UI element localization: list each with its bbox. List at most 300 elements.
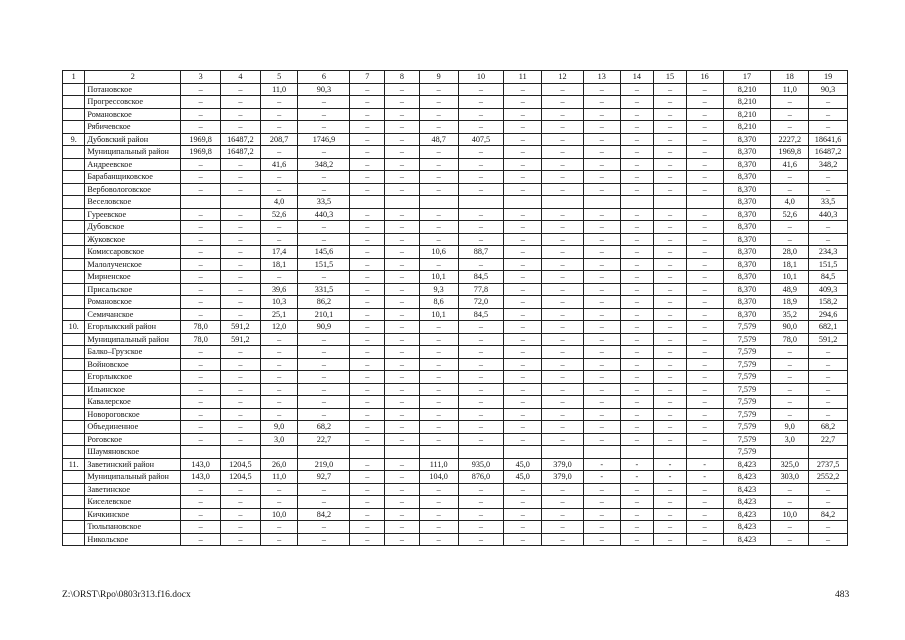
value-cell: 440,3: [809, 208, 848, 221]
value-cell: 379,0: [542, 471, 584, 484]
value-cell: –: [654, 521, 687, 534]
value-cell: –: [260, 146, 298, 159]
value-cell: –: [385, 183, 420, 196]
value-cell: 78,0: [181, 321, 221, 334]
value-cell: –: [181, 383, 221, 396]
value-cell: –: [620, 396, 654, 409]
value-cell: –: [809, 121, 848, 134]
value-cell: –: [504, 521, 542, 534]
value-cell: –: [221, 258, 261, 271]
value-cell: 16487,2: [221, 133, 261, 146]
value-cell: [458, 446, 504, 459]
value-cell: –: [419, 358, 458, 371]
value-cell: –: [221, 483, 261, 496]
value-cell: –: [221, 108, 261, 121]
column-number-cell: 4: [221, 71, 261, 84]
value-cell: –: [686, 421, 723, 434]
value-cell: –: [458, 483, 504, 496]
value-cell: 145,6: [298, 246, 350, 259]
row-index-cell: [63, 346, 85, 359]
value-cell: 7,579: [723, 371, 771, 384]
value-cell: 84,2: [809, 508, 848, 521]
value-cell: 104,0: [419, 471, 458, 484]
value-cell: 2552,2: [809, 471, 848, 484]
value-cell: –: [686, 96, 723, 109]
value-cell: 407,5: [458, 133, 504, 146]
value-cell: –: [583, 246, 620, 259]
value-cell: –: [350, 471, 385, 484]
value-cell: –: [686, 246, 723, 259]
value-cell: –: [350, 121, 385, 134]
row-index-cell: [63, 233, 85, 246]
table-row: [63, 121, 848, 134]
value-cell: –: [620, 408, 654, 421]
value-cell: –: [221, 221, 261, 234]
value-cell: –: [385, 458, 420, 471]
value-cell: –: [419, 371, 458, 384]
value-cell: [542, 446, 584, 459]
value-cell: –: [654, 271, 687, 284]
value-cell: –: [504, 421, 542, 434]
value-cell: 77,8: [458, 283, 504, 296]
value-cell: –: [583, 396, 620, 409]
table-row: [63, 383, 848, 396]
value-cell: –: [385, 396, 420, 409]
value-cell: –: [686, 221, 723, 234]
value-cell: –: [686, 271, 723, 284]
value-cell: –: [221, 158, 261, 171]
value-cell: 8,370: [723, 183, 771, 196]
value-cell: –: [260, 233, 298, 246]
row-index-cell: [63, 533, 85, 546]
value-cell: 8,423: [723, 521, 771, 534]
value-cell: 7,579: [723, 383, 771, 396]
value-cell: –: [298, 521, 350, 534]
value-cell: 7,579: [723, 433, 771, 446]
value-cell: –: [654, 296, 687, 309]
value-cell: –: [350, 133, 385, 146]
value-cell: –: [654, 158, 687, 171]
table-row: [63, 308, 848, 321]
value-cell: –: [583, 121, 620, 134]
page-number: 483: [835, 590, 850, 600]
row-index-cell: [63, 358, 85, 371]
value-cell: –: [504, 508, 542, 521]
value-cell: –: [181, 183, 221, 196]
value-cell: –: [809, 408, 848, 421]
value-cell: –: [458, 346, 504, 359]
value-cell: –: [654, 333, 687, 346]
value-cell: –: [620, 296, 654, 309]
value-cell: –: [504, 171, 542, 184]
value-cell: –: [458, 371, 504, 384]
column-number-cell: 11: [504, 71, 542, 84]
value-cell: –: [419, 96, 458, 109]
value-cell: 10,1: [771, 271, 809, 284]
value-cell: –: [542, 383, 584, 396]
value-cell: 84,5: [458, 271, 504, 284]
value-cell: –: [419, 146, 458, 159]
value-cell: –: [298, 271, 350, 284]
value-cell: –: [504, 83, 542, 96]
value-cell: –: [542, 83, 584, 96]
table-row: [63, 346, 848, 359]
value-cell: –: [504, 346, 542, 359]
value-cell: –: [458, 508, 504, 521]
value-cell: –: [181, 508, 221, 521]
value-cell: 1969,8: [181, 133, 221, 146]
value-cell: –: [458, 321, 504, 334]
value-cell: [350, 446, 385, 459]
table-row: [63, 533, 848, 546]
value-cell: –: [419, 221, 458, 234]
row-index-cell: [63, 421, 85, 434]
value-cell: 18,9: [771, 296, 809, 309]
value-cell: –: [504, 496, 542, 509]
value-cell: 84,5: [458, 308, 504, 321]
column-number-cell: 12: [542, 71, 584, 84]
value-cell: 12,0: [260, 321, 298, 334]
table-row: [63, 358, 848, 371]
value-cell: 8,370: [723, 133, 771, 146]
data-table: [62, 70, 848, 546]
value-cell: –: [298, 371, 350, 384]
value-cell: 1746,9: [298, 133, 350, 146]
value-cell: [221, 196, 261, 209]
value-cell: 8,370: [723, 271, 771, 284]
value-cell: 8,210: [723, 108, 771, 121]
column-number-row: [63, 71, 848, 84]
value-cell: –: [260, 358, 298, 371]
value-cell: –: [385, 108, 420, 121]
value-cell: –: [542, 333, 584, 346]
value-cell: –: [419, 158, 458, 171]
value-cell: –: [686, 108, 723, 121]
table-row: [63, 233, 848, 246]
value-cell: –: [654, 108, 687, 121]
value-cell: –: [620, 96, 654, 109]
table-row: [63, 221, 848, 234]
value-cell: 219,0: [298, 458, 350, 471]
value-cell: –: [385, 296, 420, 309]
settlement-name-cell: Дубовский район: [85, 133, 181, 146]
value-cell: –: [583, 521, 620, 534]
value-cell: –: [350, 158, 385, 171]
value-cell: 8,210: [723, 96, 771, 109]
value-cell: –: [620, 483, 654, 496]
value-cell: 8,370: [723, 296, 771, 309]
value-cell: –: [620, 371, 654, 384]
value-cell: –: [385, 271, 420, 284]
value-cell: –: [298, 183, 350, 196]
value-cell: –: [654, 233, 687, 246]
column-number-cell: 15: [654, 71, 687, 84]
value-cell: –: [221, 96, 261, 109]
value-cell: –: [620, 133, 654, 146]
value-cell: –: [542, 371, 584, 384]
value-cell: –: [686, 396, 723, 409]
value-cell: 84,2: [298, 508, 350, 521]
row-index-cell: 11.: [63, 458, 85, 471]
value-cell: –: [686, 158, 723, 171]
value-cell: –: [298, 346, 350, 359]
value-cell: –: [419, 233, 458, 246]
value-cell: -: [583, 471, 620, 484]
value-cell: –: [809, 371, 848, 384]
value-cell: 48,7: [419, 133, 458, 146]
value-cell: –: [542, 308, 584, 321]
settlement-name-cell: Семичанское: [85, 308, 181, 321]
value-cell: –: [385, 471, 420, 484]
value-cell: 25,1: [260, 308, 298, 321]
table-row: [63, 183, 848, 196]
settlement-name-cell: Дубовское: [85, 221, 181, 234]
value-cell: –: [620, 183, 654, 196]
value-cell: 303,0: [771, 471, 809, 484]
value-cell: –: [504, 183, 542, 196]
settlement-name-cell: Заветинский район: [85, 458, 181, 471]
value-cell: –: [809, 96, 848, 109]
value-cell: –: [809, 183, 848, 196]
value-cell: –: [458, 221, 504, 234]
value-cell: 8,370: [723, 283, 771, 296]
value-cell: –: [458, 121, 504, 134]
settlement-name-cell: Шаумяновское: [85, 446, 181, 459]
value-cell: –: [654, 308, 687, 321]
value-cell: –: [542, 246, 584, 259]
value-cell: –: [298, 146, 350, 159]
value-cell: –: [221, 233, 261, 246]
row-index-cell: [63, 508, 85, 521]
value-cell: 7,579: [723, 358, 771, 371]
value-cell: –: [583, 371, 620, 384]
value-cell: –: [385, 158, 420, 171]
value-cell: –: [181, 521, 221, 534]
value-cell: –: [350, 246, 385, 259]
value-cell: –: [385, 383, 420, 396]
value-cell: –: [260, 346, 298, 359]
value-cell: –: [686, 533, 723, 546]
table-row: [63, 96, 848, 109]
value-cell: –: [260, 396, 298, 409]
value-cell: –: [298, 396, 350, 409]
value-cell: –: [458, 108, 504, 121]
value-cell: 876,0: [458, 471, 504, 484]
settlement-name-cell: Малолученское: [85, 258, 181, 271]
value-cell: –: [350, 208, 385, 221]
value-cell: –: [771, 483, 809, 496]
value-cell: –: [654, 508, 687, 521]
value-cell: –: [809, 396, 848, 409]
value-cell: 18,1: [260, 258, 298, 271]
value-cell: –: [654, 221, 687, 234]
value-cell: –: [542, 108, 584, 121]
value-cell: 8,423: [723, 483, 771, 496]
value-cell: 935,0: [458, 458, 504, 471]
value-cell: –: [298, 221, 350, 234]
value-cell: –: [181, 221, 221, 234]
value-cell: –: [771, 396, 809, 409]
column-number-cell: 1: [63, 71, 85, 84]
value-cell: –: [298, 171, 350, 184]
value-cell: –: [458, 258, 504, 271]
value-cell: –: [542, 433, 584, 446]
value-cell: [221, 446, 261, 459]
value-cell: –: [654, 83, 687, 96]
value-cell: –: [809, 383, 848, 396]
value-cell: 8,423: [723, 496, 771, 509]
value-cell: –: [385, 146, 420, 159]
settlement-name-cell: Кавалерское: [85, 396, 181, 409]
row-index-cell: [63, 396, 85, 409]
value-cell: –: [771, 496, 809, 509]
value-cell: –: [350, 296, 385, 309]
value-cell: –: [350, 396, 385, 409]
value-cell: –: [686, 383, 723, 396]
value-cell: –: [542, 233, 584, 246]
value-cell: –: [771, 408, 809, 421]
value-cell: –: [504, 308, 542, 321]
value-cell: –: [504, 158, 542, 171]
value-cell: –: [419, 433, 458, 446]
value-cell: 18641,6: [809, 133, 848, 146]
value-cell: –: [385, 508, 420, 521]
value-cell: –: [419, 258, 458, 271]
column-number-cell: 7: [350, 71, 385, 84]
value-cell: 8,370: [723, 246, 771, 259]
value-cell: –: [419, 483, 458, 496]
value-cell: –: [350, 258, 385, 271]
value-cell: -: [583, 458, 620, 471]
value-cell: [542, 196, 584, 209]
value-cell: –: [771, 521, 809, 534]
value-cell: –: [221, 496, 261, 509]
value-cell: –: [221, 508, 261, 521]
value-cell: 8,6: [419, 296, 458, 309]
value-cell: [504, 446, 542, 459]
value-cell: –: [771, 371, 809, 384]
value-cell: –: [542, 96, 584, 109]
value-cell: –: [654, 533, 687, 546]
value-cell: –: [620, 208, 654, 221]
value-cell: –: [221, 308, 261, 321]
value-cell: –: [419, 83, 458, 96]
value-cell: –: [504, 221, 542, 234]
value-cell: –: [181, 96, 221, 109]
value-cell: –: [181, 108, 221, 121]
value-cell: –: [458, 533, 504, 546]
value-cell: –: [654, 171, 687, 184]
value-cell: –: [504, 408, 542, 421]
value-cell: –: [221, 246, 261, 259]
value-cell: –: [458, 358, 504, 371]
value-cell: 3,0: [771, 433, 809, 446]
value-cell: –: [458, 433, 504, 446]
value-cell: –: [654, 258, 687, 271]
value-cell: –: [385, 408, 420, 421]
table-row: [63, 171, 848, 184]
value-cell: –: [583, 321, 620, 334]
value-cell: –: [298, 383, 350, 396]
row-index-cell: [63, 258, 85, 271]
settlement-name-cell: Гуреевское: [85, 208, 181, 221]
value-cell: –: [504, 258, 542, 271]
value-cell: –: [583, 408, 620, 421]
value-cell: –: [260, 96, 298, 109]
value-cell: –: [583, 158, 620, 171]
value-cell: –: [686, 171, 723, 184]
value-cell: –: [385, 321, 420, 334]
value-cell: –: [504, 133, 542, 146]
row-index-cell: [63, 221, 85, 234]
settlement-name-cell: Романовское: [85, 296, 181, 309]
value-cell: –: [583, 283, 620, 296]
value-cell: [620, 446, 654, 459]
value-cell: 45,0: [504, 471, 542, 484]
value-cell: –: [350, 171, 385, 184]
value-cell: –: [385, 83, 420, 96]
value-cell: –: [504, 271, 542, 284]
value-cell: –: [260, 483, 298, 496]
row-index-cell: [63, 333, 85, 346]
value-cell: –: [458, 233, 504, 246]
value-cell: –: [620, 383, 654, 396]
value-cell: –: [504, 208, 542, 221]
value-cell: 8,370: [723, 196, 771, 209]
value-cell: –: [350, 321, 385, 334]
value-cell: 10,6: [419, 246, 458, 259]
value-cell: -: [654, 471, 687, 484]
value-cell: –: [350, 346, 385, 359]
row-index-cell: [63, 246, 85, 259]
value-cell: [583, 446, 620, 459]
value-cell: –: [419, 496, 458, 509]
value-cell: –: [350, 408, 385, 421]
value-cell: –: [350, 458, 385, 471]
value-cell: 16487,2: [809, 146, 848, 159]
value-cell: –: [181, 233, 221, 246]
value-cell: –: [385, 496, 420, 509]
value-cell: –: [350, 333, 385, 346]
value-cell: –: [298, 358, 350, 371]
value-cell: –: [260, 271, 298, 284]
value-cell: –: [771, 358, 809, 371]
value-cell: –: [620, 246, 654, 259]
value-cell: –: [686, 508, 723, 521]
value-cell: –: [583, 271, 620, 284]
value-cell: 440,3: [298, 208, 350, 221]
value-cell: 28,0: [771, 246, 809, 259]
value-cell: –: [181, 346, 221, 359]
value-cell: 111,0: [419, 458, 458, 471]
value-cell: 35,2: [771, 308, 809, 321]
value-cell: –: [686, 133, 723, 146]
value-cell: –: [260, 521, 298, 534]
row-index-cell: 9.: [63, 133, 85, 146]
value-cell: –: [350, 371, 385, 384]
value-cell: –: [458, 171, 504, 184]
value-cell: 8,370: [723, 171, 771, 184]
table-row: [63, 246, 848, 259]
value-cell: –: [654, 96, 687, 109]
value-cell: –: [181, 421, 221, 434]
table-row: [63, 196, 848, 209]
row-index-cell: [63, 408, 85, 421]
value-cell: –: [809, 233, 848, 246]
value-cell: –: [298, 483, 350, 496]
value-cell: –: [771, 183, 809, 196]
column-number-cell: 17: [723, 71, 771, 84]
